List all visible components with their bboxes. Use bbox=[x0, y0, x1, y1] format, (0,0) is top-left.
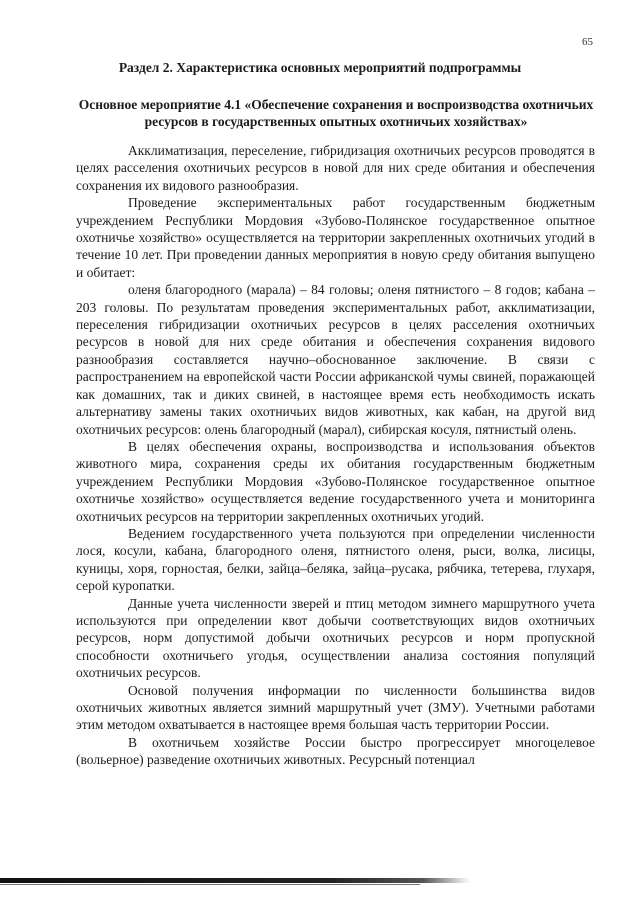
section-title: Раздел 2. Характеристика основных мероприятий подпрограммы bbox=[118, 60, 522, 75]
paragraph: Акклиматизация, переселение, гибридизация охотничьих ресурсов проводятся в целях расселения охотничьих ресурсов в новой для них среде обитания и обеспечения сохранения их видового разнообразия. bbox=[76, 143, 595, 193]
event-title: Основное мероприятие 4.1 «Обеспечение сохранения и воспроизводства охотничьих ресурсов в государственных опытных охотничьих хозяйствах» bbox=[78, 97, 594, 129]
scan-edge-line bbox=[0, 884, 420, 885]
scan-edge-bar bbox=[0, 878, 470, 883]
paragraph: Основой получения информации по численности большинства видов охотничьих животных является зимний маршрутный учет (ЗМУ). Учетными работами этим методом охватывается в настоящее время большая часть территории России. bbox=[76, 682, 595, 733]
paragraph: Данные учета численности зверей и птиц методом зимнего маршрутного учета используются при определении квот добычи соответствующих видов охотничьих ресурсов, норм допустимой добычи охотничьих ресурсов и норм пропускной способности охотничьего угодья, осуществлении анализа состояния популяций охотничьих ресурсов. bbox=[76, 595, 595, 681]
paragraph: В охотничьем хозяйстве России быстро прогрессирует многоцелевое (вольерное) разведение охотничьих животных. Ресурсный потенциал bbox=[76, 734, 595, 768]
paragraph: оленя благородного (марала) – 84 головы; оленя пятнистого – 8 годов; кабана – 203 головы. По результатам проведения экспериментальных работ, акклиматизации, переселения гибридизации охотничьих ресурсов в целях расселения охотничьих ресурсов в новой для них среде обитания и обеспечения сохранения видового разнообразия составляется научно–обоснованное заключение. В связи с распространением на европейской части России африканской чумы свиней, поражающей как домашних, так и диких свиней, в настоящее время есть необходимость искать альтернативу замены таких охотничьих видов животных, как кабан, на другой вид охотничьих ресурсов: олень благородный (марал), сибирская косуля, пятнистый олень. bbox=[76, 282, 595, 437]
page-number: 65 bbox=[582, 36, 593, 48]
paragraph: Ведением государственного учета пользуются при определении численности лося, косули, кабана, благородного оленя, пятнистого оленя, рыси, волка, лисицы, куницы, хоря, горностая, белки, зайца–беляка, зайца–русака, рябчика, тетерева, глухаря, серой куропатки. bbox=[76, 525, 595, 594]
paragraph: В целях обеспечения охраны, воспроизводства и использования объектов животного мира, сохранения среды их обитания государственным бюджетным учреждением Республики Мордовия «Зубово-Полянское государственное опытное охотничье хозяйство» осуществляется ведение государственного учета и мониторинга охотничьих ресурсов на территории закрепленных охотничьих угодий. bbox=[76, 438, 595, 524]
body-text bbox=[76, 142, 595, 769]
paragraph: Проведение экспериментальных работ государственным бюджетным учреждением Республики Мордовия «Зубово-Полянское государственное опытное охотничье хозяйство» осуществляется на территории закрепленных охотничьих угодий в течение 10 лет. При проведении данных мероприятия в новую среду обитания выпущено и обитает: bbox=[76, 195, 595, 280]
